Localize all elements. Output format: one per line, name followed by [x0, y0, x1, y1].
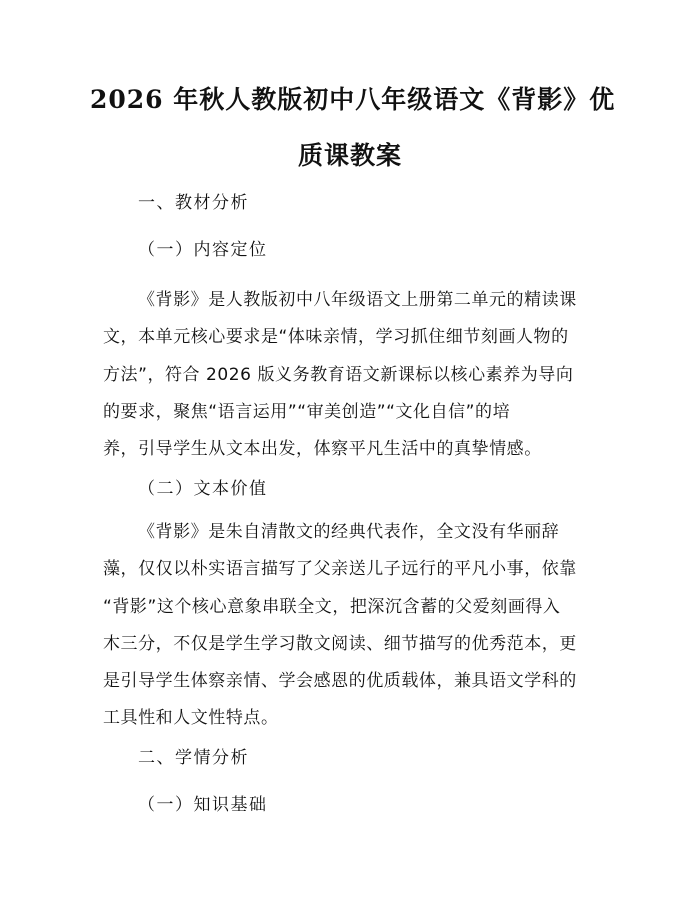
paragraph-line: 工具性和人文性特点。 [103, 708, 279, 729]
paragraph-line: 《背影》是朱自清散文的经典代表作，全文没有华丽辞 [138, 522, 560, 542]
paragraph-line: 《背影》是人教版初中八年级语文上册第二单元的精读课 [138, 290, 577, 310]
paragraph-line: 的要求，聚焦“语言运用”“审美创造”“文化自信”的培 [103, 401, 511, 422]
document-title [90, 72, 616, 184]
section-heading-1: 一、教材分析 [138, 193, 249, 213]
title-line: 2026 年秋人教版初中八年级语文《背影》优 [90, 85, 616, 114]
paragraph-content-positioning [103, 282, 597, 468]
paragraph-line: 文，本单元核心要求是“体味亲情，学习抓住细节刻画人物的 [103, 327, 569, 348]
paragraph-line: “背影”这个核心意象串联全文，把深沉含蓄的父爱刻画得入 [103, 596, 561, 617]
paragraph-line: 是引导学生体察亲情、学会感恩的优质载体，兼具语文学科的 [103, 671, 577, 692]
subsection-heading-1-2: （二）文本价值 [138, 479, 268, 499]
paragraph-line: 木三分，不仅是学生学习散文阅读、细节描写的优秀范本，更 [103, 633, 577, 654]
section-heading-2: 二、学情分析 [138, 748, 249, 768]
paragraph-line: 方法”，符合 2026 版义务教育语文新课标以核心素养为导向 [103, 364, 574, 385]
paragraph-line: 养，引导学生从文本出发，体察平凡生活中的真挚情感。 [103, 439, 542, 460]
subsection-heading-2-1: （一）知识基础 [138, 795, 268, 815]
paragraph-text-value [103, 514, 597, 738]
paragraph-line: 藻，仅仅以朴实语言描写了父亲送儿子远行的平凡小事，依靠 [103, 559, 577, 580]
subsection-heading-1-1: （一）内容定位 [138, 240, 268, 260]
title-line: 质课教案 [297, 141, 402, 170]
